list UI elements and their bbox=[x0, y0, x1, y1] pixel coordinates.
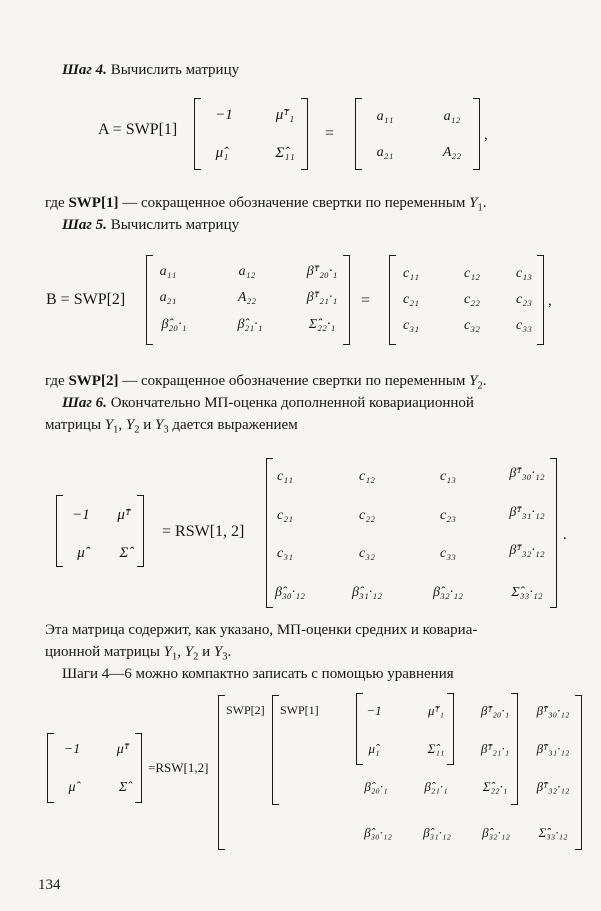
matrix-entry: c₃₃ bbox=[516, 318, 532, 333]
matrix-entry: −1 bbox=[215, 107, 233, 123]
matrix-entry: A₂₂ bbox=[442, 145, 462, 160]
bracket-left bbox=[389, 255, 396, 345]
bracket-right bbox=[537, 255, 544, 345]
matrix-entry: A₂₂ bbox=[237, 290, 257, 305]
matrix-entry: β̂ᵀ₃₁·₁₂ bbox=[509, 505, 545, 520]
bracket-right bbox=[343, 255, 350, 345]
bracket-right bbox=[447, 693, 454, 765]
matrix-entry: c₂₃ bbox=[440, 508, 456, 523]
bracket-left bbox=[355, 98, 362, 170]
matrix-entry: β̂₂₀·₁ bbox=[161, 317, 187, 332]
matrix-entry: Σ̂ bbox=[118, 780, 128, 795]
step5-label: Шаг 5. bbox=[62, 217, 107, 233]
matrix-entry: Σ̂₁₁ bbox=[427, 741, 445, 756]
matrix-entry: a₁₁ bbox=[159, 264, 177, 279]
para2: Шаги 4—6 можно компактно записать с помощью уравнения bbox=[62, 666, 454, 682]
matrix-entry: a₂₁ bbox=[159, 290, 177, 305]
matrix-entry: β̂₂₁·₁ bbox=[424, 779, 448, 794]
matrix-entry: c₂₁ bbox=[403, 292, 419, 307]
bracket-right bbox=[550, 458, 557, 608]
final-equation: =RSW[1,2] bbox=[148, 760, 209, 775]
step4-heading bbox=[62, 63, 239, 78]
matrix-entry: β̂ᵀ₃₁·₁₂ bbox=[536, 741, 570, 756]
matrix-entry: −1 bbox=[366, 703, 382, 718]
matrix-entry: μ̃ᵀ₁ bbox=[427, 703, 445, 718]
matrix-entry: β̂ᵀ₃₂·₁₂ bbox=[536, 779, 570, 794]
matrix-entry: β̂ᵀ₂₀·₁ bbox=[306, 264, 338, 279]
matrix-entry: c₃₂ bbox=[464, 318, 480, 333]
matrix-entry: β̂₂₀·₁ bbox=[364, 779, 388, 794]
matrix-entry: a₁₂ bbox=[443, 109, 461, 124]
step4-text: Вычислить матрицу bbox=[110, 62, 240, 78]
matrix-entry: c₃₁ bbox=[277, 546, 293, 561]
matrix-entry: c₂₂ bbox=[464, 292, 480, 307]
matrix-entry: μ̂ bbox=[68, 780, 76, 795]
matrix-entry: c₁₂ bbox=[464, 266, 480, 281]
step4-lhs: A = SWP[1] bbox=[98, 121, 178, 138]
page-number: 134 bbox=[38, 877, 61, 893]
matrix-entry: Σ̂₃₃·₁₂ bbox=[538, 825, 568, 840]
bracket-left bbox=[146, 255, 153, 345]
matrix-entry: β̂ᵀ₂₀·₁ bbox=[480, 703, 510, 718]
swp1-label: SWP[1] bbox=[280, 703, 319, 717]
swp2-label: SWP[2] bbox=[226, 703, 265, 717]
matrix-entry: c₁₂ bbox=[359, 469, 375, 484]
book-page: Шаг 4. Вычислить матрицу A = SWP[1] −1 μ̃ᵀ₁ μ̂₁ Σ̂₁₁ = a₁₁ a₁₂ a₂₁ A₂₂ , где SWP[1] — сокращенное обозначение свертки по переменным $Y_1$. Шаг 5. Вычислить матрицу B = SWP[2] a₁₁ a₁₂ β̂ᵀ₂₀·₁ a₂₁ A₂₂ β̂ᵀ₂₁·₁ β̂₂₀·₁ β̂₂₁·₁ Σ̂₂₂·₁ = c₁₁ c₁₂ c₁₃ c₂₁ c₂₂ c₂₃ c₃₁ c₃₂ c₃₃ , где SWP[2] — сокращенное обозначение свертки по переменным $Y_2$. Шаг 6. Окончательно МП-оценка дополненной ковариационной матрицы $Y_1$, $Y_2$ и $Y_3$ дается выражением −1 μ̂ᵀ μ̂ Σ̂ = RSW[1, 2] c₁₁ c₁₂ c₁₃ β̂ᵀ₃₀·₁₂ c₂₁ c₂₂ c₂₃ β̂ᵀ₃₁·₁₂ c₃₁ c₃₂ c₃₃ β̂ᵀ₃₂·₁₂ β̂₃₀·₁₂ β̂₃₁·₁₂ β̂₃₂·₁₂ Σ̂₃₃·₁₂ . Эта матрица содержит, как указано, МП-оценки средних и ковариа- ционной матрицы $Y_1$, $Y_2$ и $Y_3$. Шаги 4—6 можно компактно записать с помощью уравнения −1 μ̂ᵀ μ̂ Σ̂ =RSW[1,2] SWP[2] SWP[1] −1 μ̃ᵀ₁ μ̂₁ Σ̂₁₁ β̂ᵀ₂₀·₁ β̂ᵀ₂₁·₁ Σ̂₂₂·₁ β̂₂₀·₁ β̂₂₁·₁ β̂ᵀ₃₀·₁₂ β̂ᵀ₃₁·₁₂ β̂ᵀ₃₂·₁₂ β̂₃₀·₁₂ β̂₃₁·₁₂ β̂₃₂·₁₂ Σ̂₃₃·₁₂ 134 bbox=[0, 0, 601, 911]
para1-line1: Эта матрица содержит, как указано, МП-оценки средних и ковариа- bbox=[45, 622, 478, 638]
matrix-entry: Σ̂ bbox=[119, 545, 129, 561]
matrix-entry: Σ̂₃₃·₁₂ bbox=[511, 585, 543, 600]
matrix-entry: β̂ᵀ₃₂·₁₂ bbox=[509, 543, 545, 558]
step4-note: где SWP[1] — сокращенное обозначение свертки по переменным $Y_1$. bbox=[45, 195, 487, 214]
matrix-entry: β̂₃₀·₁₂ bbox=[275, 585, 305, 600]
matrix-entry: a₁₁ bbox=[376, 109, 394, 124]
third-bracket-right bbox=[511, 693, 518, 805]
step5-heading bbox=[62, 218, 239, 233]
bracket-right bbox=[135, 733, 142, 803]
matrix-entry: c₁₃ bbox=[516, 266, 532, 281]
step4-label: Шаг 4. bbox=[62, 62, 107, 78]
matrix-entry: μ̂ᵀ bbox=[117, 507, 131, 523]
matrix-entry: c₃₁ bbox=[403, 318, 419, 333]
matrix-entry: β̂ᵀ₃₀·₁₂ bbox=[536, 703, 570, 718]
matrix-entry: c₂₁ bbox=[277, 508, 293, 523]
bracket-left bbox=[266, 458, 273, 608]
matrix-entry: Σ̂₁₁ bbox=[275, 145, 295, 161]
matrix-entry: β̂ᵀ₂₁·₁ bbox=[306, 290, 338, 305]
matrix-entry: β̂₃₀·₁₂ bbox=[364, 825, 392, 840]
equals-sign: = bbox=[361, 292, 371, 309]
equals-sign: = bbox=[325, 125, 335, 142]
matrix-entry: c₁₁ bbox=[403, 266, 419, 281]
step6-equation: = RSW[1, 2] bbox=[162, 523, 245, 540]
matrix-entry: a₂₁ bbox=[376, 145, 394, 160]
bracket-left bbox=[47, 733, 54, 803]
matrix-entry: c₃₂ bbox=[359, 546, 375, 561]
matrix-entry: μ̃ᵀ₁ bbox=[275, 107, 295, 123]
matrix-entry: μ̂ᵀ bbox=[116, 742, 130, 757]
step5-lhs: B = SWP[2] bbox=[46, 291, 126, 308]
bracket-left bbox=[194, 98, 201, 170]
matrix-entry: β̂ᵀ₃₀·₁₂ bbox=[509, 466, 545, 481]
matrix-entry: β̂₃₂·₁₂ bbox=[482, 825, 510, 840]
matrix-entry: μ̂₁ bbox=[368, 741, 380, 756]
outer-bracket-right bbox=[575, 695, 582, 850]
matrix-entry: −1 bbox=[72, 507, 90, 523]
matrix-entry: c₁₃ bbox=[440, 469, 456, 484]
matrix-entry: β̂₃₂·₁₂ bbox=[433, 585, 463, 600]
matrix-entry: −1 bbox=[63, 742, 81, 757]
outer-bracket-left bbox=[218, 695, 225, 850]
matrix-entry: μ̂₁ bbox=[215, 145, 229, 161]
step6-label: Шаг 6. bbox=[62, 395, 107, 411]
bracket-right bbox=[137, 495, 144, 567]
mid-bracket-left bbox=[272, 695, 279, 805]
step6-line2: матрицы $Y_1$, $Y_2$ и $Y_3$ дается выражением bbox=[45, 417, 298, 436]
matrix-entry: β̂₂₁·₁ bbox=[237, 317, 263, 332]
step5-note: где SWP[2] — сокращенное обозначение свертки по переменным $Y_2$. bbox=[45, 373, 487, 392]
bracket-right bbox=[301, 98, 308, 170]
step6-line1: Шаг 6. Окончательно МП-оценка дополненной ковариационной bbox=[62, 395, 474, 411]
bracket-left bbox=[56, 495, 63, 567]
matrix-entry: a₁₂ bbox=[238, 264, 256, 279]
step5-text: Вычислить матрицу bbox=[110, 217, 240, 233]
matrix-entry: c₃₃ bbox=[440, 546, 456, 561]
bracket-right bbox=[473, 98, 480, 170]
matrix-entry: c₁₁ bbox=[277, 469, 293, 484]
matrix-entry: c₂₃ bbox=[516, 292, 532, 307]
matrix-entry: β̂ᵀ₂₁·₁ bbox=[480, 741, 510, 756]
matrix-entry: β̂₃₁·₁₂ bbox=[352, 585, 382, 600]
matrix-entry: Σ̂₂₂·₁ bbox=[482, 779, 508, 794]
matrix-entry: β̂₃₁·₁₂ bbox=[423, 825, 451, 840]
para1-line2: ционной матрицы $Y_1$, $Y_2$ и $Y_3$. bbox=[45, 644, 232, 663]
bracket-left bbox=[356, 693, 363, 765]
matrix-entry: Σ̂₂₂·₁ bbox=[308, 317, 336, 332]
matrix-entry: μ̂ bbox=[77, 545, 85, 561]
matrix-entry: c₂₂ bbox=[359, 508, 375, 523]
